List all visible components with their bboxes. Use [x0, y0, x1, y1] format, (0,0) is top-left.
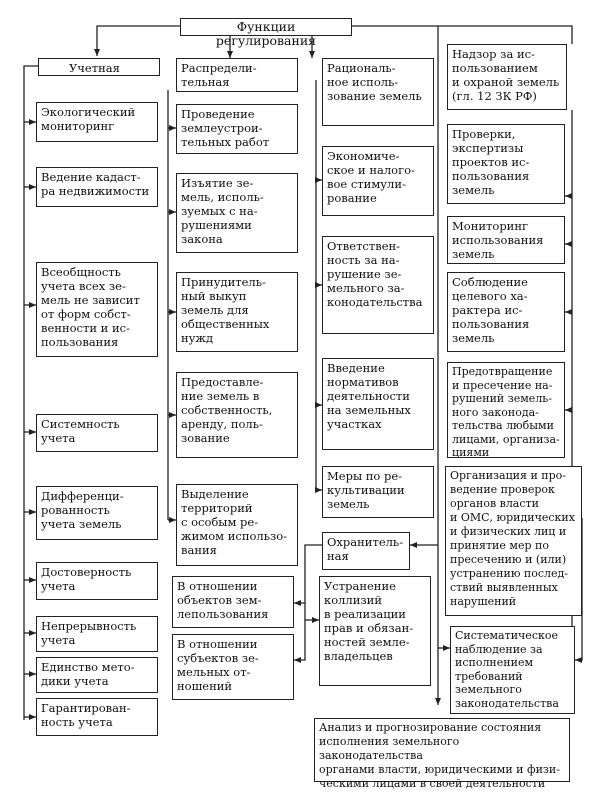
supervision-item-5: Организация и про- ведение проверок органов власти и ОМС, юридических и физических лиц и принятие мер по пресечению и (или) устранению послед- ствий выявленных нарушений [445, 466, 582, 616]
accounting-item-8: Единство мето- дики учета [36, 657, 158, 693]
supervision-item-1: Проверки, экспертизы проектов ис- пользования земель [447, 124, 565, 204]
rational-item-4: Меры по ре- культивации земель [322, 466, 434, 518]
accounting-item-5: Дифференци- рованность учета земель [36, 486, 158, 540]
protective-item-objects: В отношении объектов зем- лепользования [172, 576, 294, 628]
accounting-item-3: Всеобщность учета всех зе- мель не зависит от форм собст- венности и ис- пользования [36, 262, 158, 357]
distribution-item-5: Выделение территорий с особым ре- жимом использо- вания [176, 484, 298, 566]
distribution-item-3: Принудитель- ный выкуп земель для общественных нужд [176, 272, 298, 352]
rational-item-3: Введение нормативов деятельности на земельных участках [322, 358, 434, 450]
supervision-header: Надзор за ис- пользованием и охраной земель (гл. 12 ЗК РФ) [447, 44, 567, 110]
rational-item-2: Ответствен- ность за на- рушение зе- мельного за- конодательства [322, 236, 434, 334]
accounting-item-9: Гарантирован- ность учета [36, 698, 158, 736]
supervision-item-4: Предотвращение и пресечение на- рушений земель- ного законода- тельства любыми лицами, организа- циями [447, 362, 565, 458]
accounting-header: Учетная [38, 58, 160, 76]
title-box: Функции регулирования [180, 18, 352, 36]
supervision-item-3: Соблюдение целевого ха- рактера ис- пользования земель [447, 272, 565, 352]
protective-item-collisions: Устранение коллизий в реализации прав и обязан- ностей земле- владельцев [319, 576, 431, 686]
supervision-item-6: Систематическое наблюдение за исполнением требований земельного законодательства [450, 626, 575, 714]
accounting-item-2: Ведение кадаст- ра недвижимости [36, 167, 158, 207]
accounting-item-4: Системность учета [36, 414, 158, 452]
distribution-item-4: Предоставле- ние земель в собственность, аренду, поль- зование [176, 372, 298, 458]
distribution-item-2: Изъятие зе- мель, исполь- зуемых с на- рушениями закона [176, 173, 298, 253]
rational-item-1: Экономиче- ское и налого- вое стимули- рование [322, 146, 434, 216]
edge-prot-2 [294, 603, 305, 660]
edge-title-accounting [97, 26, 180, 56]
distribution-item-1: Проведение землеустрои- тельных работ [176, 104, 298, 154]
analysis-box: Анализ и прогнозирование состояния исполнения земельного законодательства органами власти, юридическими и физи- ческими лицами в своей деятельности [314, 718, 570, 782]
distribution-header: Распредели- тельная [176, 58, 298, 92]
rational-header: Рациональ- ное исполь- зование земель [322, 58, 434, 126]
accounting-item-7: Непрерывность учета [36, 616, 158, 652]
accounting-item-6: Достоверность учета [36, 562, 158, 600]
supervision-item-2: Мониторинг использования земель [447, 216, 565, 264]
protective-header: Охранитель- ная [322, 532, 410, 570]
protective-item-subjects: В отношении субъектов зе- мельных от- ношений [172, 634, 294, 700]
edge-title-bar [352, 26, 572, 44]
edge-prot-1 [294, 545, 322, 603]
accounting-item-1: Экологический мониторинг [36, 102, 158, 142]
